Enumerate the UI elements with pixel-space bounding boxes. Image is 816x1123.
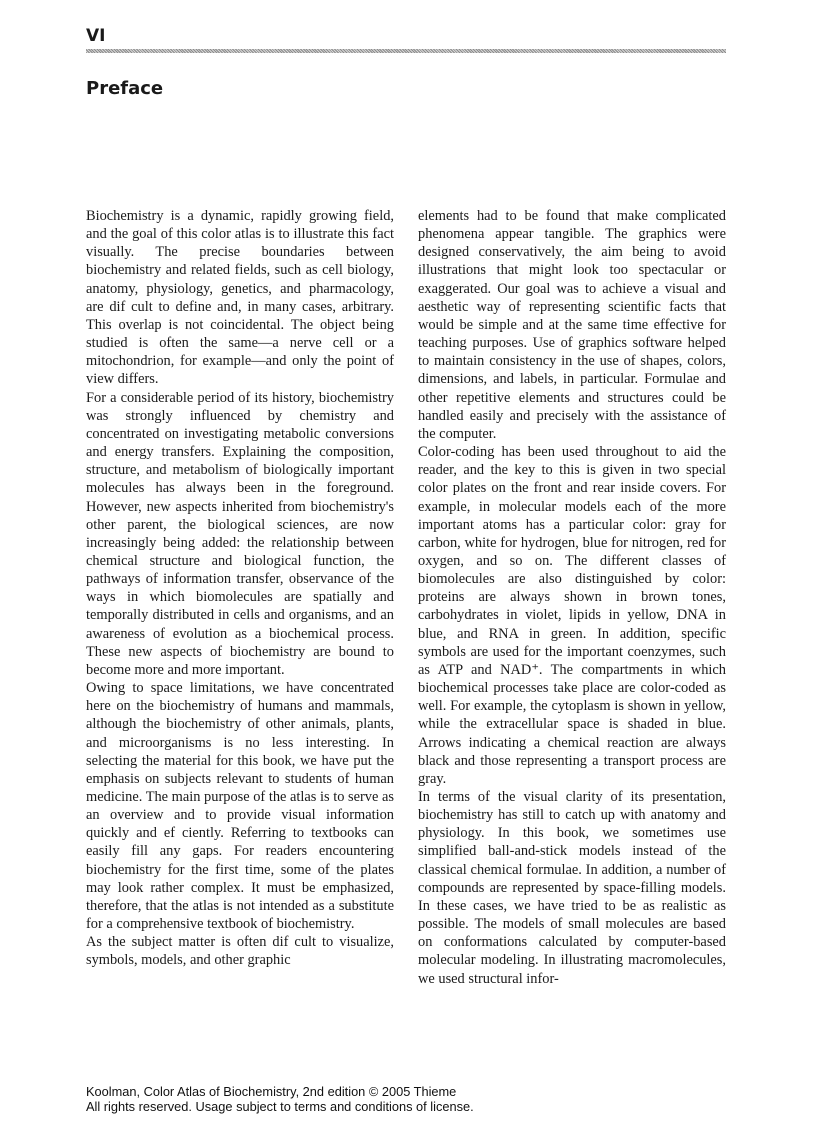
header-rule xyxy=(86,49,726,53)
footer-line: Koolman, Color Atlas of Biochemistry, 2nd edition © 2005 Thieme xyxy=(86,1084,457,1099)
page-title: Preface xyxy=(86,78,164,99)
right-column xyxy=(418,207,726,988)
left-column xyxy=(86,207,394,970)
paragraph: For a considerable period of its history, biochemistry was strongly influenced by chemistry and concentrated on investigating metabolic conversions and energy transfers. Explaining the composition, structure, and metabolism of biologically important molecules has always been in the foreground. However, new aspects inherited from biochemistry's other parent, the biological sciences, are now increasingly being added: the relationship between chemical structure and biological function, the pathways of information transfer, observance of the ways in which biomolecules are spatially and temporally distributed in cells and organisms, and an awareness of evolution as a biochemical process. These new aspects of biochemistry are bound to become more and more important. xyxy=(86,389,394,678)
paragraph: In terms of the visual clarity of its presentation, biochemistry has still to catch up with anatomy and physiology. In this book, we sometimes use simplified ball-and-stick models instead of the classical chemical formulae. In addition, a number of compounds are represented by space-filling models. In these cases, we have tried to be as realistic as possible. The models of small molecules are based on conformations calculated by computer-based molecular modeling. In illustrating macromolecules, we used structural infor- xyxy=(418,789,726,987)
footer-line: All rights reserved. Usage subject to terms and conditions of license. xyxy=(86,1099,474,1114)
paragraph: elements had to be found that make complicated phenomena appear tangible. The graphics were designed conservatively, the aim being to avoid illustrations that might look too spectacular or exaggerated. Our goal was to achieve a visual and aesthetic way of representing scientific facts that would be simple and at the same time effective for teaching purposes. Use of graphics software helped to maintain consistency in the use of shapes, colors, dimensions, and labels, in particular. Formulae and other repetitive elements and structures could be handled easily and precisely with the assistance of the computer. xyxy=(418,208,726,442)
paragraph: Color-coding has been used throughout to aid the reader, and the key to this is given in two special color plates on the front and rear inside covers. For example, in molecular models each of the more important atoms has a particular color: gray for carbon, white for hydrogen, blue for nitrogen, red for oxygen, and so on. The different classes of biomolecules are also distinguished by color: proteins are always shown in brown tones, carbohydrates in violet, lipids in yellow, DNA in blue, and RNA in green. In addition, specific symbols are used for the important coenzymes, such as ATP and NAD⁺. The compartments in which biochemical processes take place are color-coded as well. For example, the cytoplasm is shown in yellow, while the extracellular space is shaded in blue. Arrows indicating a chemical reaction are always black and those representing a transport process are gray. xyxy=(418,444,726,787)
paragraph: Owing to space limitations, we have concentrated here on the biochemistry of humans and mammals, although the biochemistry of other animals, plants, and microorganisms is no less interesting. In selecting the material for this book, we have put the emphasis on subjects relevant to students of human medicine. The main purpose of the atlas is to serve as an overview and to provide visual information quickly and ef ciently. Referring to textbooks can easily fill any gaps. For readers encountering biochemistry for the first time, some of the plates may look rather complex. It must be emphasized, therefore, that the atlas is not intended as a substitute for a comprehensive textbook of biochemistry. xyxy=(86,680,394,933)
page-number: VI xyxy=(86,26,106,46)
copyright-footer xyxy=(86,1084,474,1114)
paragraph: As the subject matter is often dif cult to visualize, symbols, models, and other graphic xyxy=(86,934,394,969)
paragraph: Biochemistry is a dynamic, rapidly growing field, and the goal of this color atlas is to illustrate this fact visually. The precise boundaries between biochemistry and related fields, such as cell biology, anatomy, physiology, genetics, and pharmacology, are dif cult to define and, in many cases, arbitrary. This overlap is not coincidental. The object being studied is often the same—a nerve cell or a mitochondrion, for example—and only the point of view differs. xyxy=(86,208,394,388)
